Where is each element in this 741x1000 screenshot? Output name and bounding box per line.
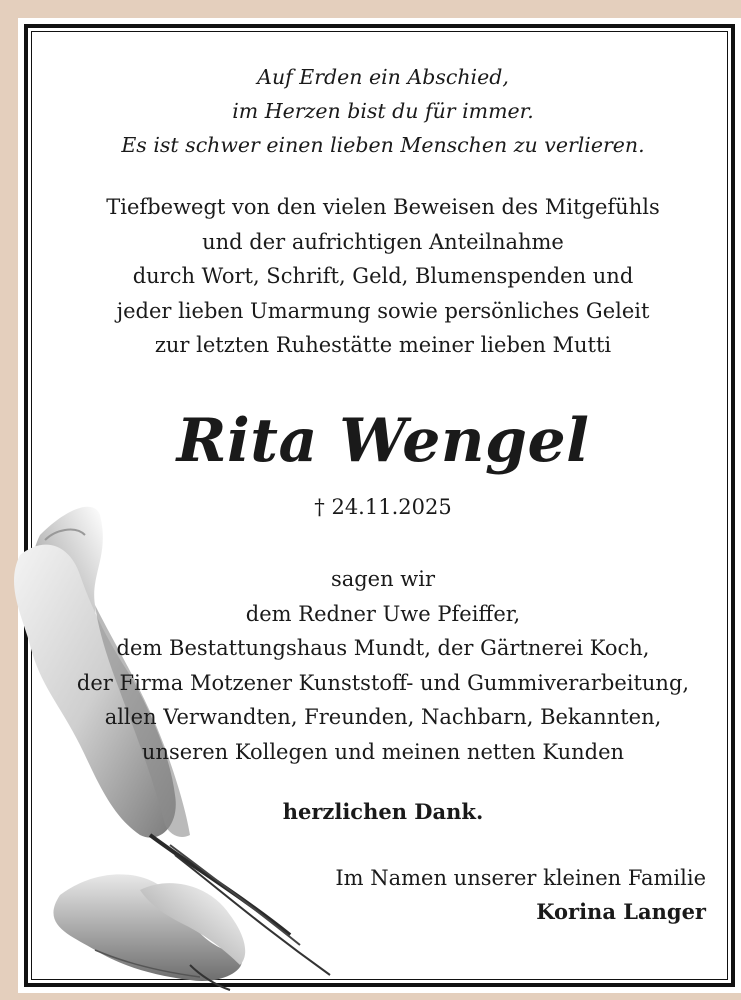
signature-line: Im Namen unserer kleinen Familie	[335, 866, 706, 890]
poem-line: im Herzen bist du für immer.	[232, 99, 534, 123]
thanks-line: unseren Kollegen und meinen netten Kunden	[141, 739, 625, 764]
intro-line: jeder lieben Umarmung sowie persönliches Geleit	[116, 298, 650, 323]
poem	[40, 60, 726, 162]
death-date: † 24.11.2025	[314, 495, 452, 519]
closing-thanks: herzlichen Dank.	[282, 799, 484, 824]
thanks-line: sagen wir	[330, 567, 436, 591]
thanks-text	[40, 562, 726, 769]
notice-content	[40, 40, 726, 970]
signature-name: Korina Langer	[536, 899, 706, 924]
intro-line: und der aufrichtigen Anteilnahme	[202, 229, 564, 254]
intro-line: zur letzten Ruhestätte meiner lieben Mutti	[154, 333, 612, 357]
intro-line: Tiefbewegt von den vielen Beweisen des Mitgefühls	[106, 195, 660, 219]
poem-line: Es ist schwer einen lieben Menschen zu verlieren.	[121, 133, 645, 157]
thanks-line: der Firma Motzener Kunststoff- und Gummiverarbeitung,	[76, 670, 690, 695]
thanks-line: allen Verwandten, Freunden, Nachbarn, Bekannten,	[104, 705, 662, 729]
deceased-name: Rita Wengel	[176, 406, 590, 476]
thanks-line: dem Redner Uwe Pfeiffer,	[245, 601, 521, 626]
thanks-line: dem Bestattungshaus Mundt, der Gärtnerei Koch,	[116, 636, 650, 660]
poem-line: Auf Erden ein Abschied,	[257, 65, 509, 89]
intro-line: durch Wort, Schrift, Geld, Blumenspenden und	[132, 264, 634, 288]
intro-text	[40, 190, 726, 363]
signature	[335, 862, 706, 928]
